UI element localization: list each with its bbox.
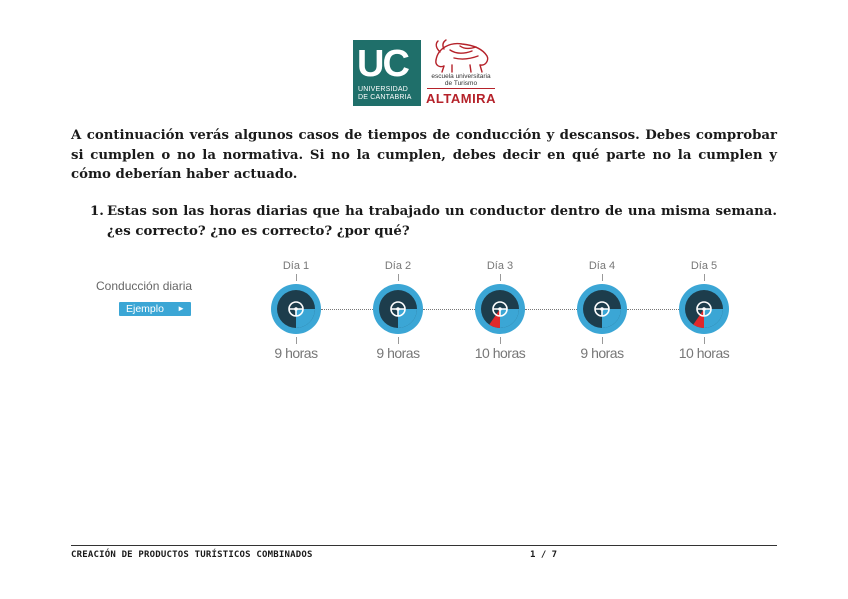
day-tick-top [704,274,705,281]
day-tick-bottom [398,337,399,344]
steering-wheel-icon [270,283,322,335]
day-connector [627,309,679,310]
day-tick-top [296,274,297,281]
intro-paragraph: A continuación verás algunos casos de tiempos de conducción y descansos. Debes comprobar si cumplen o no la normativa. Si no la cumplen, debes decir en qué parte no la cumplen y cómo deberían haber actuado. [71,128,777,182]
altamira-logo [424,38,498,110]
play-arrow-icon: ► [177,304,185,313]
question-1-number: 1. [90,204,104,219]
day-tick-top [398,274,399,281]
uc-logo [353,40,421,106]
steering-wheel-icon [678,283,730,335]
uc-logo-line2: DE CANTABRIA [358,94,412,101]
altamira-logo-line2: de Turismo [444,80,478,87]
steering-wheel-icon [576,283,628,335]
day-connector [321,309,373,310]
day-tick-bottom [500,337,501,344]
day-tick-top [500,274,501,281]
day-hours: 10 horas [678,345,730,361]
bison-icon [430,38,492,74]
day-label: Día 3 [486,260,514,272]
example-button-label: Ejemplo [126,303,164,315]
day-tick-bottom [296,337,297,344]
day-connector [423,309,475,310]
question-1 [90,202,777,241]
day-hours: 10 horas [474,345,526,361]
question-1-text: Estas son las horas diarias que ha trabajado un conductor dentro de una misma semana. ¿es correcto? ¿no es correcto? ¿por qué? [107,204,777,239]
day-hours: 9 horas [274,345,318,361]
uc-logo-line1: UNIVERSIDAD [358,86,409,93]
day-tick-bottom [602,337,603,344]
footer-title: CREACIÓN DE PRODUCTOS TURÍSTICOS COMBINADOS [71,550,313,560]
footer-rule [71,545,777,546]
day-label: Día 2 [384,260,412,272]
day-label: Día 4 [588,260,616,272]
altamira-logo-name: ALTAMIRA [426,91,496,106]
altamira-logo-rule [427,88,495,89]
uc-logo-mark: UC [357,43,408,85]
steering-wheel-icon [372,283,424,335]
day-hours: 9 horas [376,345,420,361]
day-tick-top [602,274,603,281]
steering-wheel-icon [474,283,526,335]
day-connector [525,309,577,310]
day-label: Día 5 [690,260,718,272]
footer-page-number: 1 / 7 [530,550,558,560]
day-hours: 9 horas [580,345,624,361]
daily-driving-label: Conducción diaria [96,279,193,293]
day-label: Día 1 [282,260,310,272]
day-tick-bottom [704,337,705,344]
example-button[interactable] [119,302,191,316]
altamira-logo-line1: escuela universitaria [431,73,491,80]
